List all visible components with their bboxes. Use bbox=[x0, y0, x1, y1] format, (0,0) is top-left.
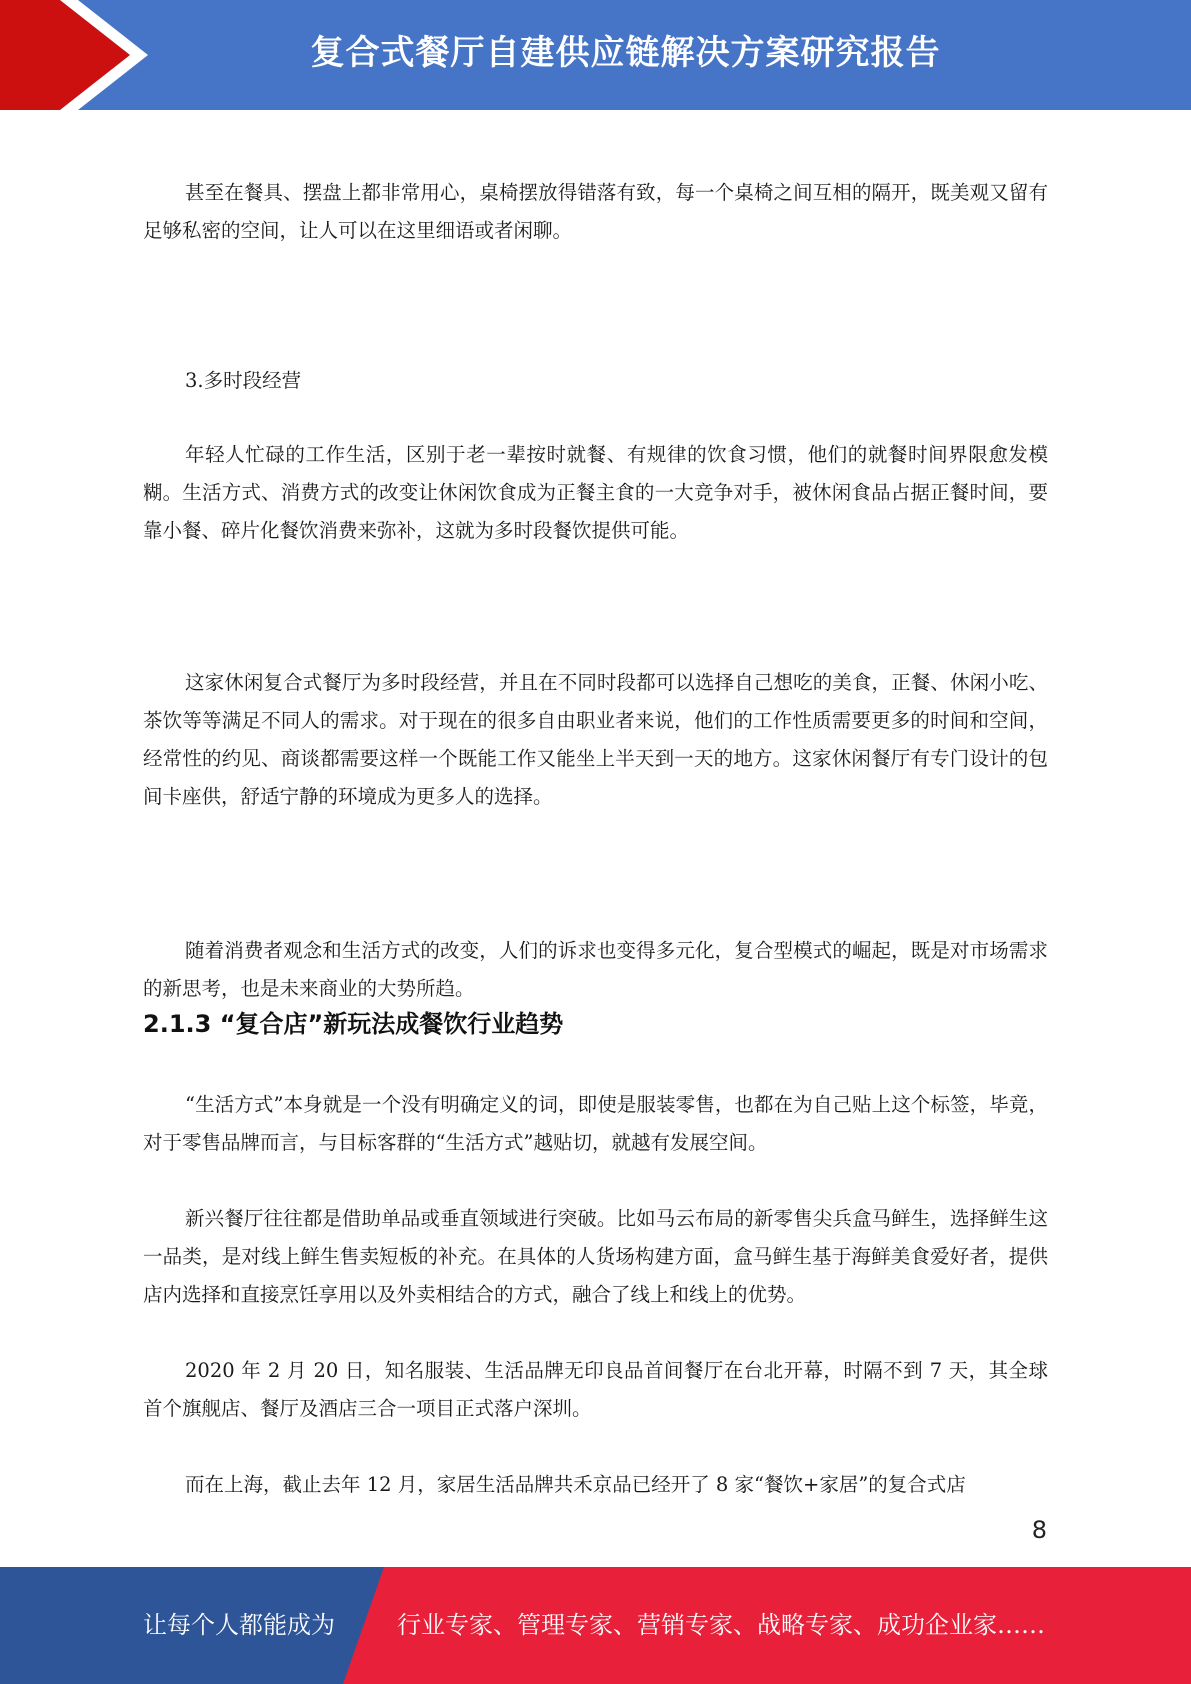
page-number: 8 bbox=[1031, 1516, 1047, 1544]
paragraph-dining-details: 甚至在餐具、摆盘上都非常用心，桌椅摆放得错落有致，每一个桌椅之间互相的隔开，既美观又留有足够私密的空间，让人可以在这里细语或者闲聊。 bbox=[143, 181, 1048, 242]
footer-slogan-left: 让每个人都能成为 bbox=[143, 1611, 335, 1639]
paragraph-lifestyle: “生活方式”本身就是一个没有明确定义的词，即使是服装零售，也都在为自己贴上这个标签，毕竟，对于零售品牌而言，与目标客群的“生活方式”越贴切，就越有发展空间。 bbox=[143, 1093, 1048, 1154]
paragraph-new-restaurants: 新兴餐厅往往都是借助单品或垂直领域进行突破。比如马云布局的新零售尖兵盒马鲜生，选择鲜生这一品类，是对线上鲜生售卖短板的补充。在具体的人货场构建方面，盒马鲜生基于海鲜美食爱好者，提供店内选择和直接烹饪享用以及外卖相结合的方式，融合了线上和线上的优势。 bbox=[143, 1207, 1048, 1306]
page-header bbox=[0, 0, 1191, 110]
section-heading: 2.1.3 “复合店”新玩法成餐饮行业趋势 bbox=[143, 1010, 564, 1038]
page-footer bbox=[0, 1567, 1191, 1684]
document-title: 复合式餐厅自建供应链解决方案研究报告 bbox=[310, 33, 941, 73]
paragraph-consumer-trend: 随着消费者观念和生活方式的改变，人们的诉求也变得多元化，复合型模式的崛起，既是对市场需求的新思考，也是未来商业的大势所趋。 bbox=[143, 939, 1048, 1000]
paragraph-young-people: 年轻人忙碌的工作生活，区别于老一辈按时就餐、有规律的饮食习惯，他们的就餐时间界限愈发模糊。生活方式、消费方式的改变让休闲饮食成为正餐主食的一大竞争对手，被休闲食品占据正餐时间，要靠小餐、碎片化餐饮消费来弥补，这就为多时段餐饮提供可能。 bbox=[143, 443, 1048, 542]
subheading-multi-period: 3.多时段经营 bbox=[185, 369, 302, 392]
footer-slogan-right: 行业专家、管理专家、营销专家、战略专家、成功企业家…… bbox=[397, 1611, 1045, 1639]
header-chevron-decoration bbox=[0, 0, 160, 110]
paragraph-muji: 2020 年 2 月 20 日，知名服装、生活品牌无印良品首间餐厅在台北开幕，时隔不到 7 天，其全球首个旗舰店、餐厅及酒店三合一项目正式落户深圳。 bbox=[143, 1359, 1048, 1420]
paragraph-casual-restaurant: 这家休闲复合式餐厅为多时段经营，并且在不同时段都可以选择自己想吃的美食，正餐、休闲小吃、茶饮等等满足不同人的需求。对于现在的很多自由职业者来说，他们的工作性质需要更多的时间和空间，经常性的约见、商谈都需要这样一个既能工作又能坐上半天到一天的地方。这家休闲餐厅有专门设计的包间卡座供，舒适宁静的环境成为更多人的选择。 bbox=[143, 671, 1048, 808]
paragraph-shanghai: 而在上海，截止去年 12 月，家居生活品牌共禾京品已经开了 8 家“餐饮+家居”的复合式店 bbox=[185, 1473, 966, 1496]
